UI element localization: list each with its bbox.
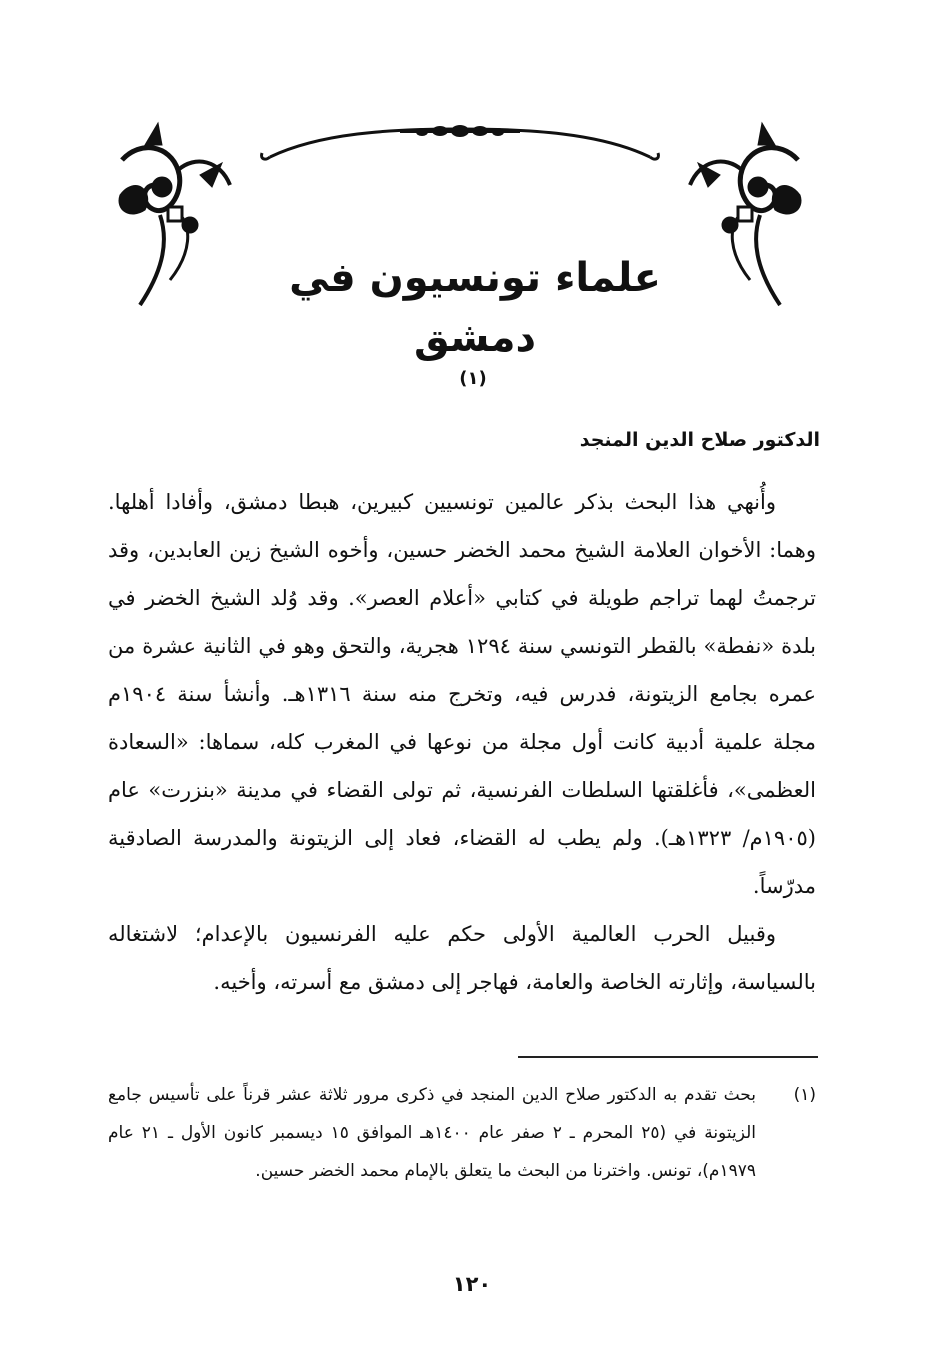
author-name: الدكتور صلاح الدين المنجد (579, 429, 820, 451)
paragraph: وقبيل الحرب العالمية الأولى حكم عليه الفرنسيون بالإعدام؛ لاشتغاله بالسياسة، وإثارته الخاصة والعامة، فهاجر إلى دمشق مع أسرته، وأخيه. (108, 922, 816, 994)
footnote-text: بحث تقدم به الدكتور صلاح الدين المنجد في ذكرى مرور ثلاثة عشر قرناً على تأسيس جامع الزيتونة في (٢٥ المحرم ـ ٢ صفر عام ١٤٠٠هـ الموافق ١٥ ديسمبر كانون الأول ـ ٢١ عام ١٩٧٩م)، تونس. واخترنا من البحث ما يتعلق بالإمام محمد الخضر حسين. (108, 1085, 756, 1181)
paragraph: وأُنهي هذا البحث بذكر عالمين تونسيين كبيرين، هبطا دمشق، وأفادا أهلها. وهما: الأخوان العلامة الشيخ محمد الخضر حسين، وأخوه الشيخ زين العابدين، وقد ترجمتُ لهما تراجم طويلة في كتابي «أعلام العصر». وقد وُلد الشيخ الخضر في بلدة «نفطة» بالقطر التونسي سنة ١٢٩٤ هجرية، والتحق وهو في الثانية عشرة من عمره بجامع الزيتونة، فدرس فيه، وتخرج منه سنة ١٣١٦هـ. وأنشأ سنة ١٩٠٤م مجلة علمية أدبية كانت أول مجلة من نوعها في المغرب كله، سماها: «السعادة العظمى»، فأغلقتها السلطات الفرنسية، ثم تولى القضاء في مدينة «بنزرت» عام (١٩٠٥م/ ١٣٢٣هـ). ولم يطب له القضاء، فعاد إلى الزيتونة والمدرسة الصادقية مدرّساً. (108, 490, 816, 898)
page-number: ١٢٠ (452, 1272, 492, 1296)
body-text (108, 478, 816, 1006)
footnote (108, 1076, 816, 1190)
center-knot-ornament (400, 125, 520, 137)
chapter-title-block (240, 248, 710, 389)
chapter-title: علماء تونسيون في دمشق (289, 255, 661, 361)
title-footnote-marker: (١) (459, 368, 487, 389)
footnote-number: (١) (793, 1085, 816, 1105)
footnote-separator (518, 1056, 818, 1058)
left-fleuron-ornament (119, 123, 230, 305)
